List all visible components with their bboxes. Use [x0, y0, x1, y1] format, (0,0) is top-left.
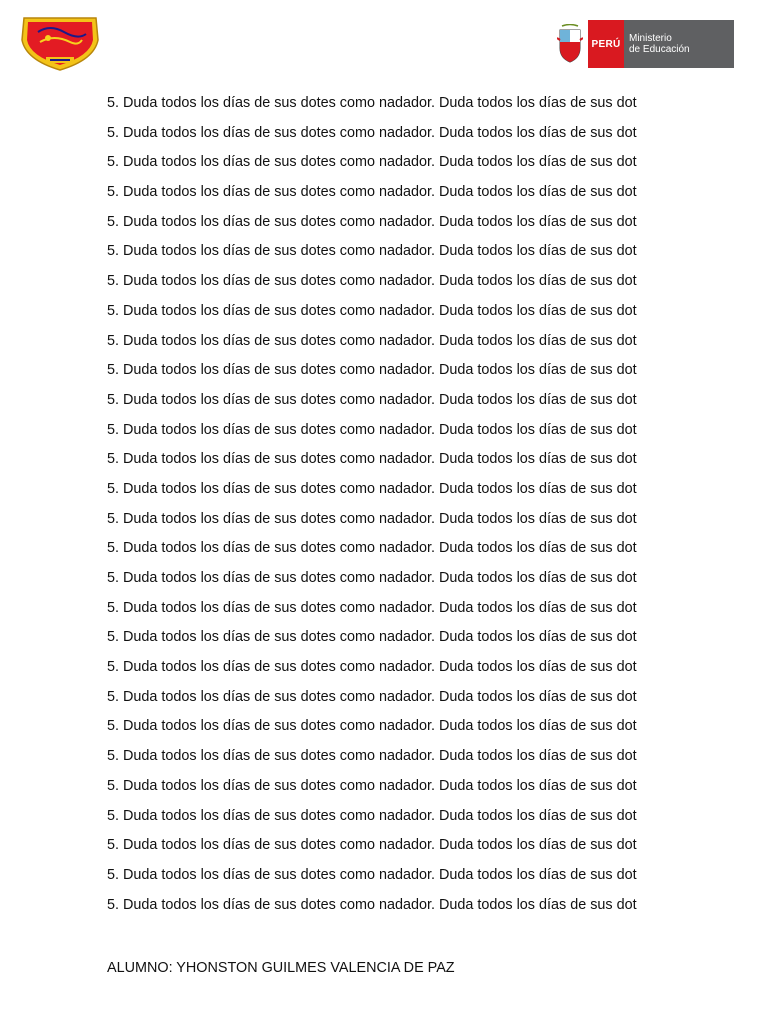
text-line: 5. Duda todos los días de sus dotes como nadador. Duda todos los días de sus dot	[107, 124, 637, 141]
text-line: 5. Duda todos los días de sus dotes como nadador. Duda todos los días de sus dot	[107, 213, 637, 230]
text-line: 5. Duda todos los días de sus dotes como nadador. Duda todos los días de sus dot	[107, 718, 637, 735]
minedu-ministry-line1: Ministerio	[629, 33, 672, 44]
text-line: 5. Duda todos los días de sus dotes como nadador. Duda todos los días de sus dot	[107, 451, 637, 468]
text-line: 5. Duda todos los días de sus dotes como nadador. Duda todos los días de sus dot	[107, 540, 637, 557]
text-line: 5. Duda todos los días de sus dotes como nadador. Duda todos los días de sus dot	[107, 688, 637, 705]
text-line: 5. Duda todos los días de sus dotes como nadador. Duda todos los días de sus dot	[107, 362, 637, 379]
text-line: 5. Duda todos los días de sus dotes como nadador. Duda todos los días de sus dot	[107, 302, 637, 319]
text-line: 5. Duda todos los días de sus dotes como nadador. Duda todos los días de sus dot	[107, 866, 637, 883]
text-line: 5. Duda todos los días de sus dotes como nadador. Duda todos los días de sus dot	[107, 332, 637, 349]
school-crest-icon	[20, 12, 100, 72]
text-line: 5. Duda todos los días de sus dotes como nadador. Duda todos los días de sus dot	[107, 896, 637, 913]
text-line: 5. Duda todos los días de sus dotes como nadador. Duda todos los días de sus dot	[107, 95, 637, 111]
text-line: 5. Duda todos los días de sus dotes como nadador. Duda todos los días de sus dot	[107, 748, 637, 765]
minedu-logo	[554, 20, 734, 68]
peru-coat-of-arms-icon	[554, 20, 586, 68]
text-line: 5. Duda todos los días de sus dotes como nadador. Duda todos los días de sus dot	[107, 599, 637, 616]
document-body	[107, 89, 667, 920]
student-name-line: ALUMNO: YHONSTON GUILMES VALENCIA DE PAZ	[107, 960, 455, 976]
text-line: 5. Duda todos los días de sus dotes como nadador. Duda todos los días de sus dot	[107, 659, 637, 676]
text-line: 5. Duda todos los días de sus dotes como nadador. Duda todos los días de sus dot	[107, 421, 637, 438]
text-line: 5. Duda todos los días de sus dotes como nadador. Duda todos los días de sus dot	[107, 629, 637, 646]
text-line: 5. Duda todos los días de sus dotes como nadador. Duda todos los días de sus dot	[107, 570, 637, 586]
minedu-country-label: PERÚ	[588, 20, 624, 68]
text-line: 5. Duda todos los días de sus dotes como nadador. Duda todos los días de sus dot	[107, 510, 637, 527]
text-line: 5. Duda todos los días de sus dotes como nadador. Duda todos los días de sus dot	[107, 807, 637, 824]
text-line: 5. Duda todos los días de sus dotes como nadador. Duda todos los días de sus dot	[107, 777, 637, 794]
minedu-ministry-label	[624, 20, 734, 68]
text-line: 5. Duda todos los días de sus dotes como nadador. Duda todos los días de sus dot	[107, 154, 637, 171]
text-line: 5. Duda todos los días de sus dotes como nadador. Duda todos los días de sus dot	[107, 391, 637, 408]
text-line: 5. Duda todos los días de sus dotes como nadador. Duda todos los días de sus dot	[107, 837, 637, 854]
text-line: 5. Duda todos los días de sus dotes como nadador. Duda todos los días de sus dot	[107, 273, 637, 290]
minedu-ministry-line2: de Educación	[629, 44, 690, 55]
text-line: 5. Duda todos los días de sus dotes como nadador. Duda todos los días de sus dot	[107, 480, 637, 497]
text-line: 5. Duda todos los días de sus dotes como nadador. Duda todos los días de sus dot	[107, 184, 637, 201]
text-line: 5. Duda todos los días de sus dotes como nadador. Duda todos los días de sus dot	[107, 243, 637, 260]
page-header	[0, 0, 768, 80]
